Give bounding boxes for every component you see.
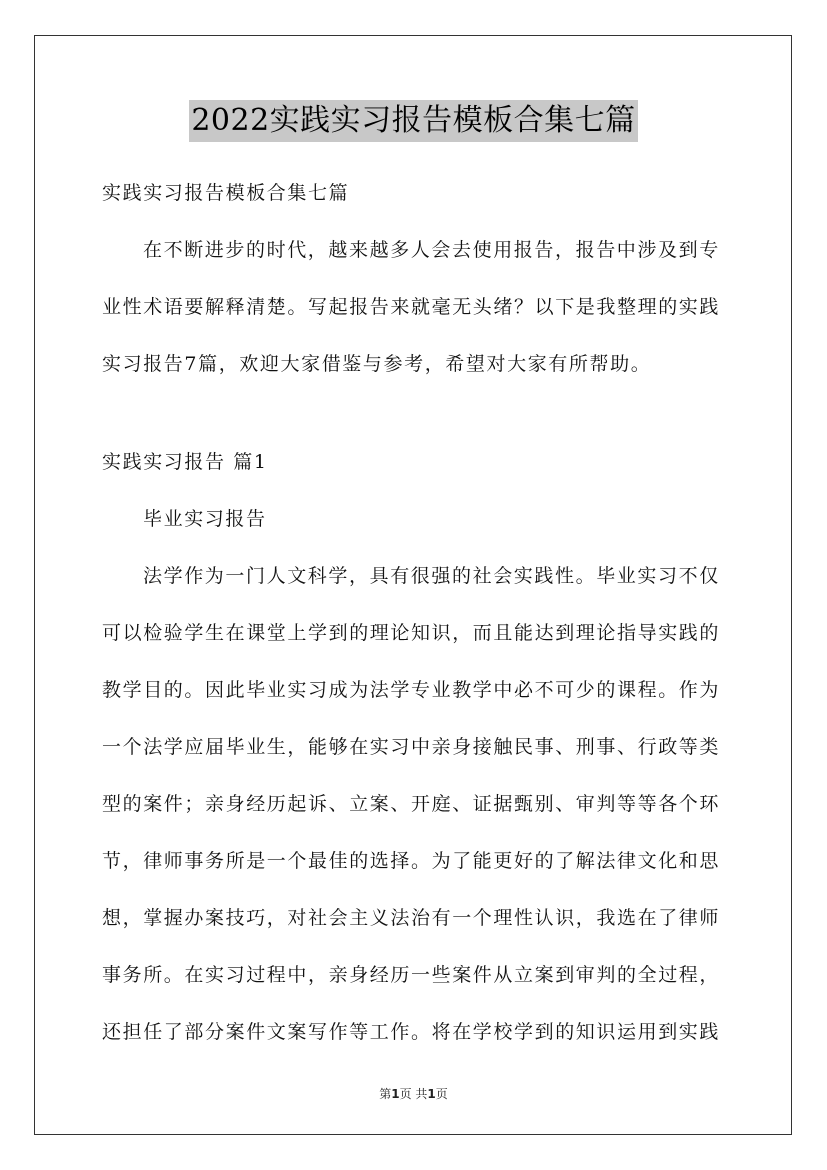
footer-page-suffix: 页 xyxy=(435,1087,448,1101)
section-heading: 实践实习报告 篇1 xyxy=(102,451,268,473)
document-body xyxy=(102,174,727,1052)
title-container xyxy=(0,100,827,142)
body-line: 想，掌握办案技巧，对社会主义法治有一个理性认识，我选在了律师 xyxy=(102,907,721,929)
body-line: 型的案件；亲身经历起诉、立案、开庭、证据甄别、审判等等各个环 xyxy=(102,793,721,815)
intro-line: 实习报告7篇，欢迎大家借鉴与参考，希望对大家有所帮助。 xyxy=(102,353,652,375)
document-title: 2022实践实习报告模板合集七篇 xyxy=(189,100,637,142)
section-subheading: 毕业实习报告 xyxy=(143,508,267,530)
intro-line: 在不断进步的时代，越来越多人会去使用报告，报告中涉及到专 xyxy=(143,239,720,261)
body-line: 教学目的。因此毕业实习成为法学专业教学中必不可少的课程。作为 xyxy=(102,679,721,701)
footer-page-current: 1 xyxy=(391,1087,400,1101)
footer-page-mid: 页 共 xyxy=(399,1087,428,1101)
page-footer xyxy=(0,1085,827,1102)
footer-page-prefix: 第 xyxy=(379,1087,392,1101)
document-subtitle: 实践实习报告模板合集七篇 xyxy=(102,182,350,204)
body-line: 还担任了部分案件文案写作等工作。将在学校学到的知识运用到实践 xyxy=(102,1021,721,1043)
body-line: 事务所。在实习过程中，亲身经历一些案件从立案到审判的全过程， xyxy=(102,964,721,986)
footer-page-total: 1 xyxy=(427,1087,436,1101)
body-line: 一个法学应届毕业生，能够在实习中亲身接触民事、刑事、行政等类 xyxy=(102,736,721,758)
body-line: 节，律师事务所是一个最佳的选择。为了能更好的了解法律文化和思 xyxy=(102,850,721,872)
intro-line: 业性术语要解释清楚。写起报告来就毫无头绪？以下是我整理的实践 xyxy=(102,296,721,318)
body-line: 法学作为一门人文科学，具有很强的社会实践性。毕业实习不仅 xyxy=(143,565,720,587)
body-line: 可以检验学生在课堂上学到的理论知识，而且能达到理论指导实践的 xyxy=(102,622,721,644)
